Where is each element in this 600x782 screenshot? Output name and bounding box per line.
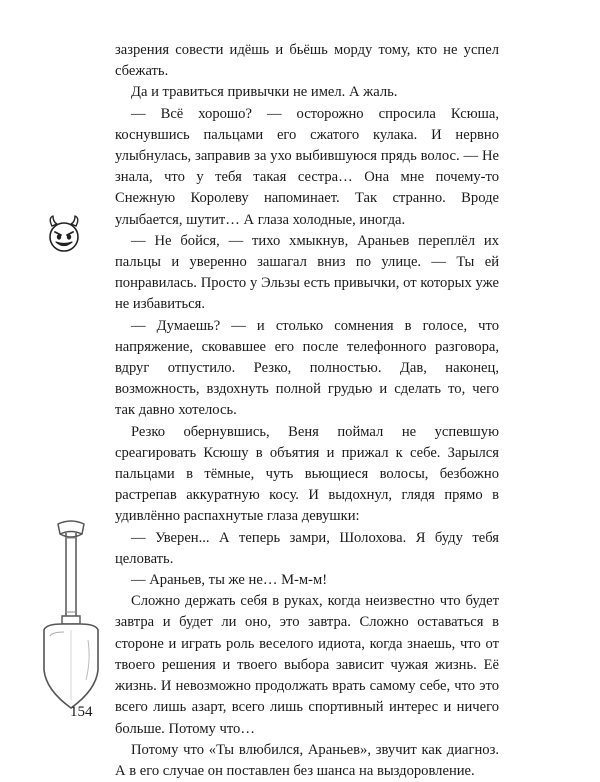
paragraph-4: — Не бойся, — тихо хмыкнув, Араньев переплёл их пальцы и уверенно зашагал вниз по улице. — Ты ей понравилась. Просто у Эльзы есть привычки, от которых уже не избавиться. (115, 232, 499, 313)
paragraph-6: Резко обернувшись, Веня поймал не успевшую среагировать Ксюшу в объятия и прижал к себе. Зарылся пальцами в тёмные, чуть вьющиеся волосы, безбожно растрепав аккуратную косу. И выдохнул, глядя прямо в удивлённо распахнутые глаза девушки: (115, 423, 499, 525)
page-text (115, 40, 499, 782)
paragraph-2: Да и травиться привычки не имел. А жаль. (131, 84, 398, 101)
paragraph-1: зазрения совести идёшь и бьёшь морду тому, кто не успел сбежать. (115, 42, 499, 80)
shovel-icon (36, 520, 106, 710)
paragraph-10: Потому что «Ты влюбился, Араньев», звучит как диагноз. А в его случае он поставлен без шанса на выздоровление. (115, 741, 499, 779)
page-number: 154 (70, 704, 93, 720)
devil-face-icon (44, 214, 84, 254)
paragraph-3: — Всё хорошо? — осторожно спросила Ксюша, коснувшись пальцами его сжатого кулака. И нервно улыбнулась, заправив за ухо выбившуюся прядь волос. — Не знала, что у тебя такая сестра… Она мне почему-то Снежную Королеву напоминает. Так странно. Вроде улыбается, шутит… А глаза холодные, иногда. (115, 105, 499, 228)
paragraph-9: Сложно держать себя в руках, когда неизвестно что будет завтра и будет ли оно, это завтра. Сложно оставаться в стороне и играть роль веселого идиота, когда знаешь, что от твоего решения и твоего выбора зависит чужая жизнь. Её жизнь. И невозможно продолжать врать самому себе, что это всего лишь азарт, всего лишь спортивный интерес и ничего больше. Потому что… (115, 593, 499, 737)
paragraph-5: — Думаешь? — и столько сомнения в голосе, что напряжение, сковавшее его после телефонного разговора, вдруг отпустило. Резко, полностью. Дав, наконец, возможность, вздохнуть полной грудью и сделать то, чего так давно хотелось. (115, 317, 499, 419)
paragraph-8: — Араньев, ты же не… М-м-м! (131, 572, 328, 589)
paragraph-7: — Уверен... А теперь замри, Шолохова. Я буду тебя целовать. (115, 529, 499, 567)
